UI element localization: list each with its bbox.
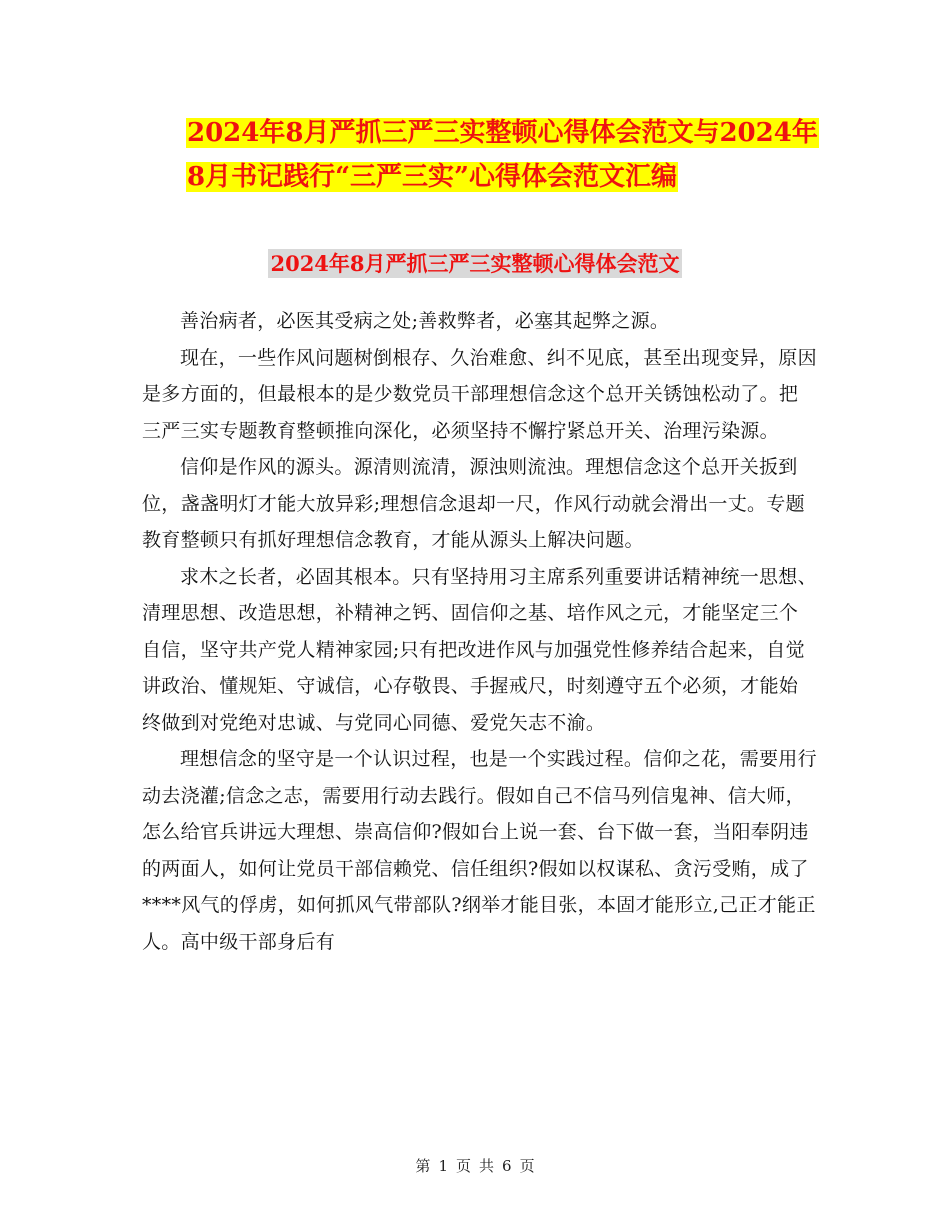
body-text [142,303,817,960]
document-title-line-1: 2024年8月严抓三严三实整顿心得体会范文与2024年 [187,118,818,148]
paragraph: 现在，一些作风问题树倒根存、久治难愈、纠不见底，甚至出现变异，原因是多方面的，但最根本的是少数党员干部理想信念这个总开关锈蚀松动了。把三严三实专题教育整顿推向深化，必须坚持不懈拧紧总开关、治理污染源。 [142,346,817,442]
paragraph: 信仰是作风的源头。源清则流清，源浊则流浊。理想信念这个总开关扳到位，盏盏明灯才能大放异彩;理想信念退却一尺，作风行动就会滑出一丈。专题教育整顿只有抓好理想信念教育，才能从源头上解决问题。 [142,456,805,551]
footer-label-ye-2: 页 [519,1157,535,1175]
footer-label-di: 第 [415,1157,431,1175]
document-title-line-2: 8月书记践行“三严三实”心得体会范文汇编 [187,162,678,192]
footer-label-gong: 共 [479,1157,495,1175]
section-title: 2024年8月严抓三严三实整顿心得体会范文 [270,251,680,276]
paragraph: 理想信念的坚守是一个认识过程，也是一个实践过程。信仰之花，需要用行动去浇灌;信念之志，需要用行动去践行。假如自己不信马列信鬼神、信大师，怎么给官兵讲远大理想、崇高信仰?假如台上说一套、台下做一套，当阳奉阴违的两面人，如何让党员干部信赖党、信任组织?假如以权谋私、贪污受贿，成了****风气的俘虏，如何抓风气带部队?纲举才能目张，本固才能形立,己正才能正人。高中级干部身后有 [142,748,817,953]
total-page-number: 6 [502,1157,512,1175]
paragraph: 善治病者，必医其受病之处;善救弊者，必塞其起弊之源。 [180,310,670,332]
current-page-number: 1 [438,1157,448,1175]
page-footer [0,1155,950,1176]
footer-label-ye: 页 [455,1157,471,1175]
paragraph: 求木之长者，必固其根本。只有坚持用习主席系列重要讲话精神统一思想、清理思想、改造思想，补精神之钙、固信仰之基、培作风之元，才能坚定三个自信，坚守共产党人精神家园;只有把改进作风与加强党性修养结合起来，自觉讲政治、懂规矩、守诚信，心存敬畏、手握戒尺，时刻遵守五个必须，才能始终做到对党绝对忠诚、与党同心同德、爱党矢志不渝。 [142,565,817,734]
